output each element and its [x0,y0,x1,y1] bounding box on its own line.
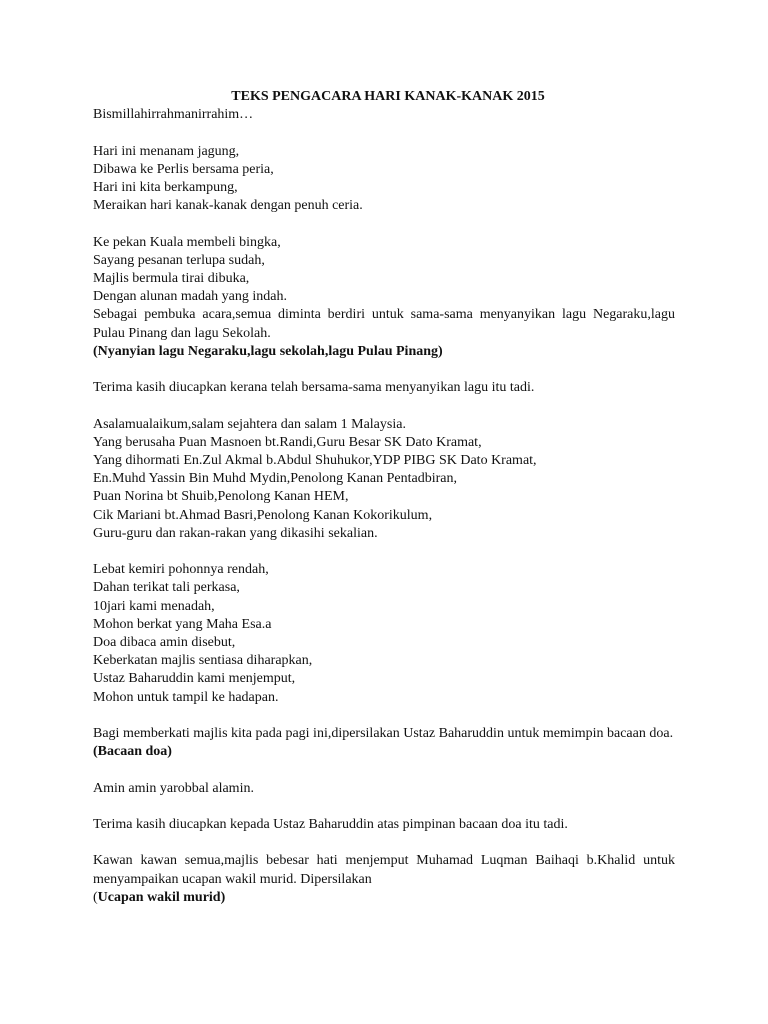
speech-invitation-paragraph: Kawan kawan semua,majlis bebesar hati menjemput Muhamad Luqman Baihaqi b.Khalid untuk menyampaikan ucapan wakil murid. Dipersilakan [93,853,675,887]
salutation-line: Guru-guru dan rakan-rakan yang dikasihi sekalian. [93,525,378,541]
document-title: TEKS PENGACARA HARI KANAK-KANAK 2015 [231,89,545,104]
pantun-line: Hari ini kita berkampung, [93,180,238,195]
anthem-invitation-paragraph: Sebagai pembuka acara,semua diminta berdiri untuk sama-sama menyanyikan lagu Negaraku,lagu Pulau Pinang dan lagu Sekolah. [93,307,675,341]
salutations-block [93,416,675,543]
spacer [93,798,675,816]
pantun-stanza-3 [93,561,675,707]
pantun-line: Ke pekan Kuala membeli bingka, [93,234,281,250]
salutation-line: Cik Mariani bt.Ahmad Basri,Penolong Kanan Kokorikulum, [93,507,433,523]
pantun-line: Ustaz Baharuddin kami menjemput, [93,671,296,687]
anthem-thanks-line: Terima kasih diucapkan kerana telah bersama-sama menyanyikan lagu itu tadi. [93,380,535,396]
pantun-line: Keberkatan majlis sentiasa diharapkan, [93,653,313,669]
spacer [93,397,675,415]
salutation-line: En.Muhd Yassin Bin Muhd Mydin,Penolong Kanan Pentadbiran, [93,471,457,487]
salutation-line: Puan Norina bt Shuib,Penolong Kanan HEM, [93,489,349,505]
prayer-invitation-paragraph: Bagi memberkati majlis kita pada pagi ini,dipersilakan Ustaz Baharuddin untuk memimpin bacaan doa. [93,726,674,742]
pantun-stanza-1 [93,143,675,216]
spacer [93,215,675,233]
pantun-stanza-2 [93,234,675,307]
anthem-stage-cue: (Nyanyian lagu Negaraku,lagu sekolah,lagu Pulau Pinang) [93,343,443,359]
salutation-line: Asalamualaikum,salam sejahtera dan salam 1 Malaysia. [93,416,406,432]
amin-line: Amin amin yarobbal alamin. [93,780,254,796]
pantun-line: Dengan alunan madah yang indah. [93,289,287,305]
pantun-line: Sayang pesanan terlupa sudah, [93,252,265,268]
pantun-line: Hari ini menanam jagung, [93,143,240,159]
speech-cue-text: Ucapan wakil murid) [97,889,226,905]
pantun-line: Majlis bermula tirai dibuka, [93,271,250,286]
spacer [93,707,675,725]
opening-line: Bismillahirrahmanirrahim… [93,107,254,123]
spacer [93,543,675,561]
pantun-line: Dibawa ke Perlis bersama peria, [93,161,274,177]
salutation-line: Yang dihormati En.Zul Akmal b.Abdul Shuhukor,YDP PIBG SK Dato Kramat, [93,453,537,468]
pantun-line: Meraikan hari kanak-kanak dengan penuh ceria. [93,198,363,214]
speech-stage-cue [93,889,675,907]
pantun-line: Lebat kemiri pohonnya rendah, [93,562,269,578]
pantun-line: 10jari kami menadah, [93,598,215,614]
pantun-line: Dahan terikat tali perkasa, [93,580,240,596]
spacer [93,834,675,852]
prayer-stage-cue: (Bacaan doa) [93,744,172,760]
pantun-line: Doa dibaca amin disebut, [93,635,236,651]
spacer [93,761,675,779]
spacer [93,361,675,379]
speech-cue-paren: ( [93,889,98,905]
spacer [93,124,675,142]
pantun-line: Mohon untuk tampil ke hadapan. [93,689,279,705]
document-page [93,88,675,907]
salutation-line: Yang berusaha Puan Masnoen bt.Randi,Guru Besar SK Dato Kramat, [93,434,482,450]
pantun-line: Mohon berkat yang Maha Esa.a [93,616,272,632]
prayer-thanks-line: Terima kasih diucapkan kepada Ustaz Baharuddin atas pimpinan bacaan doa itu tadi. [93,817,568,832]
